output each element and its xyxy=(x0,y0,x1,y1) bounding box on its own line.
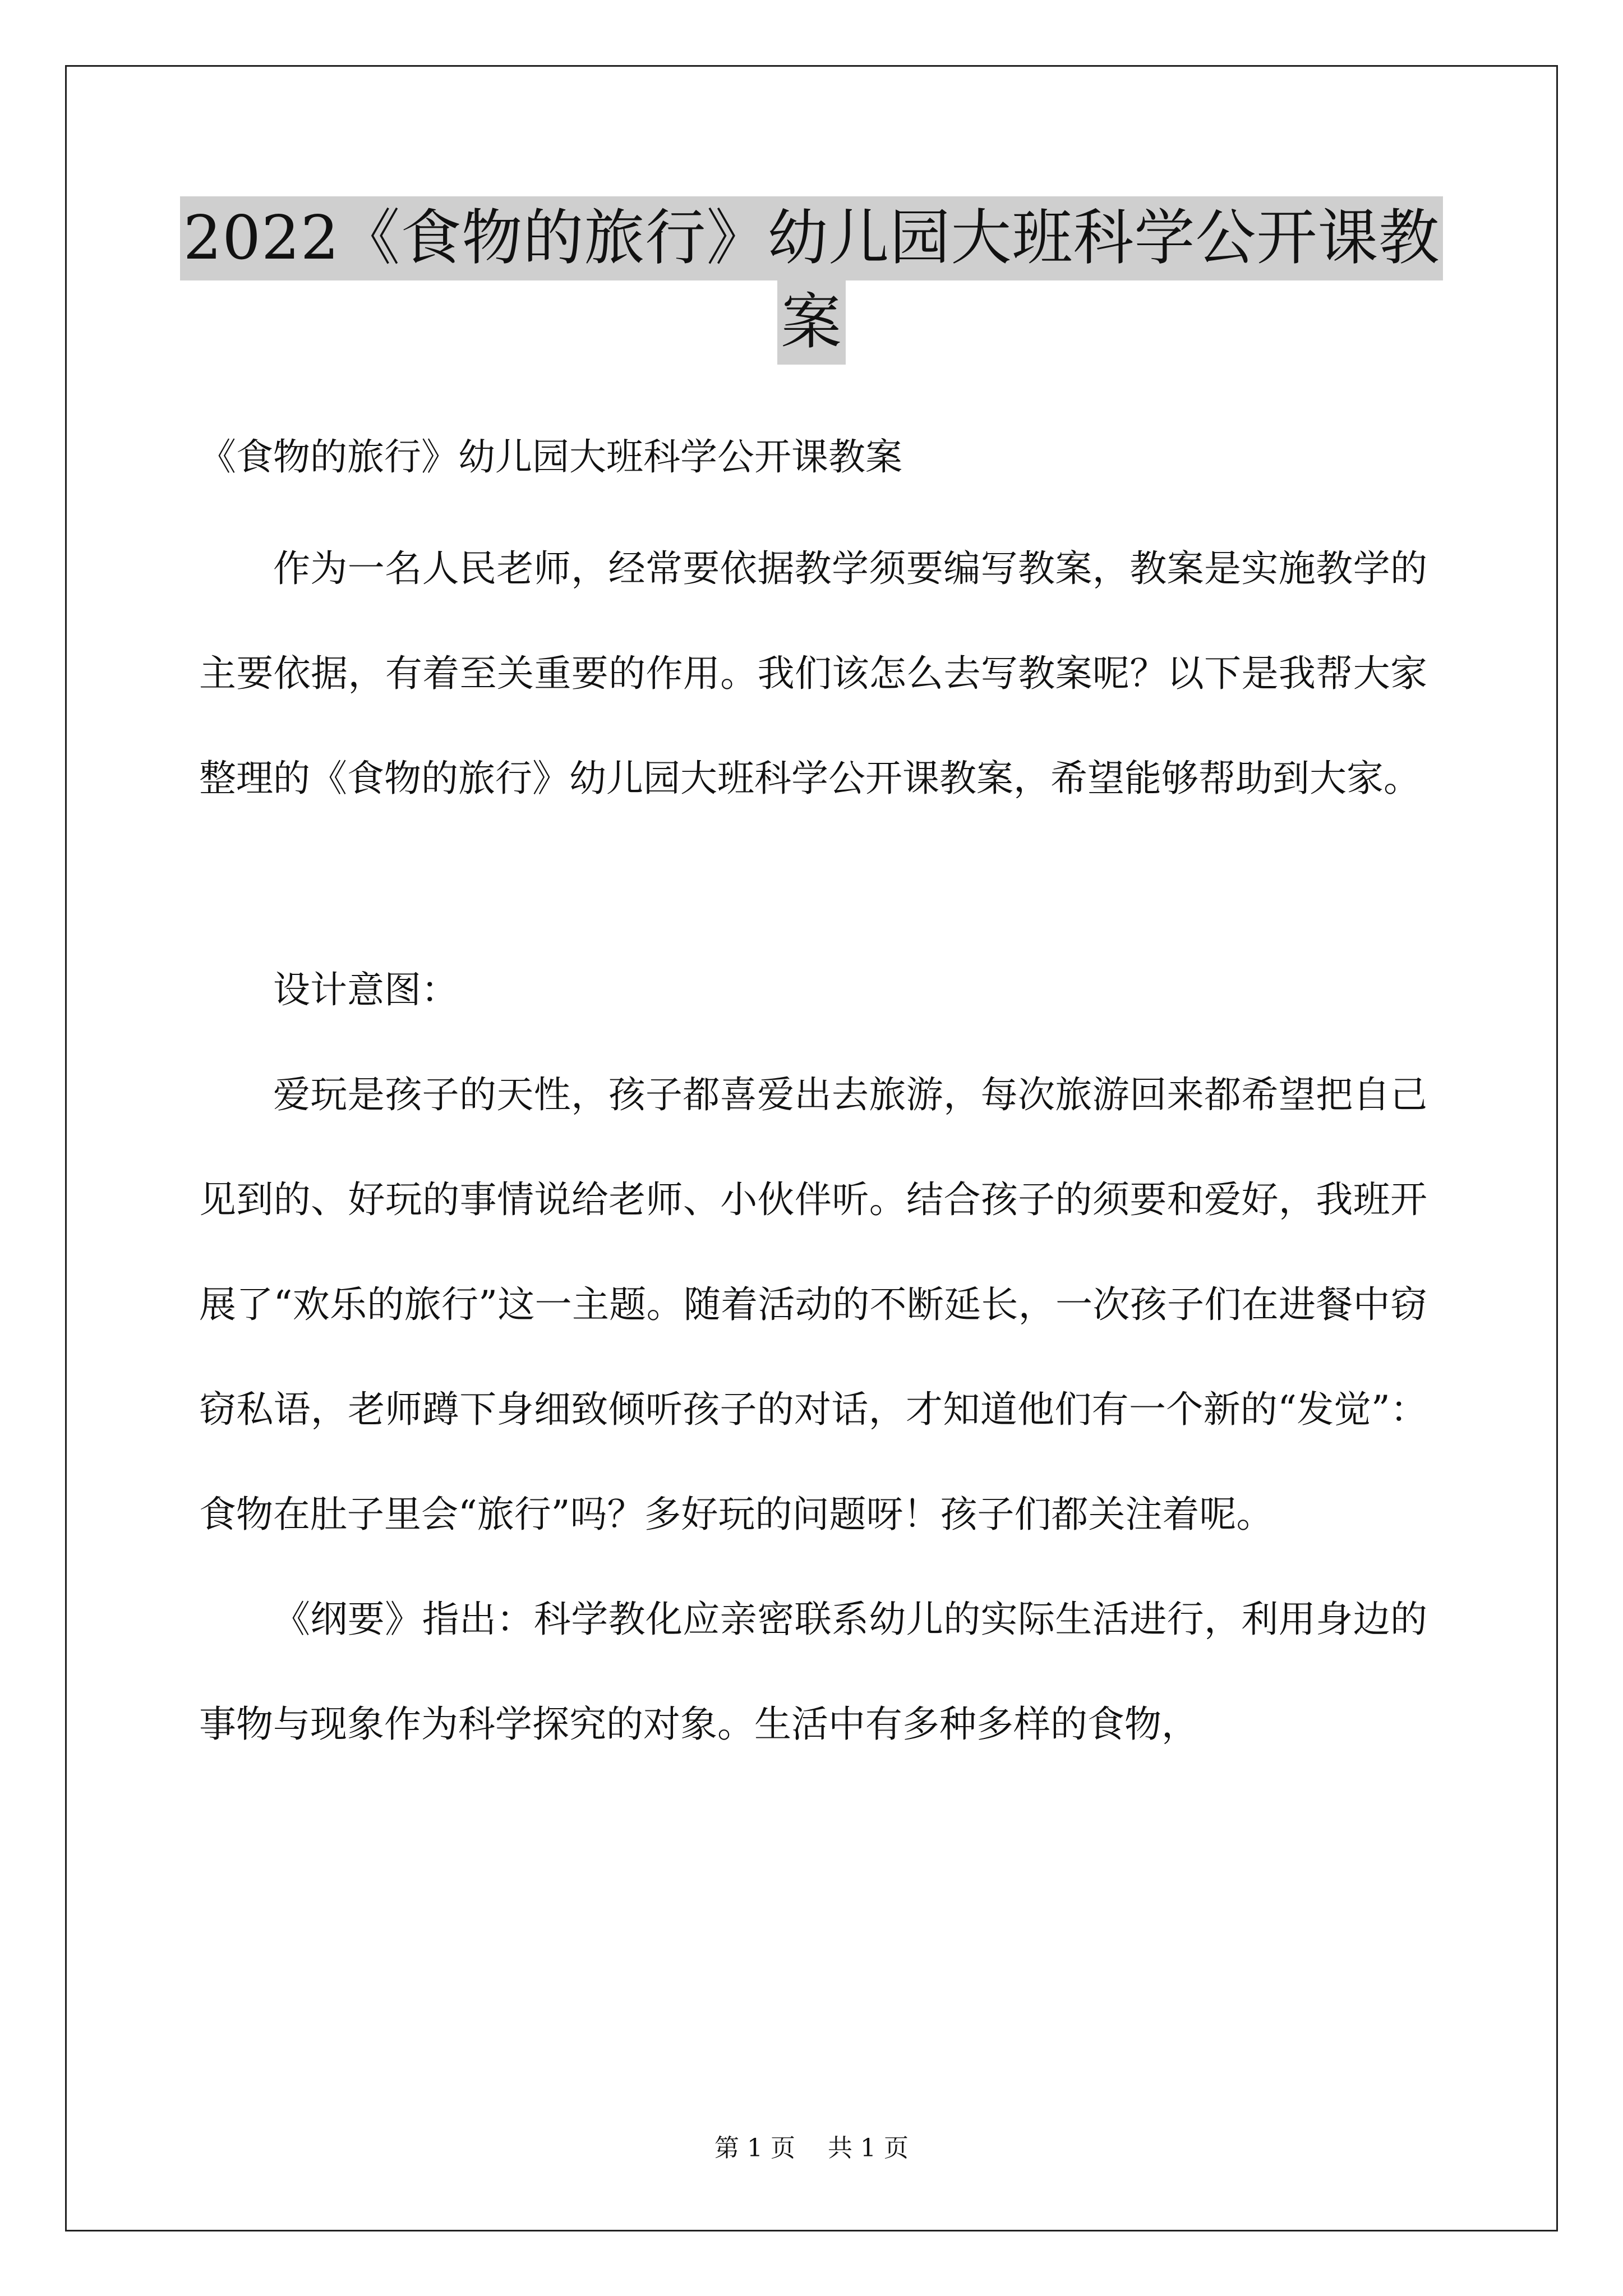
section-paragraph-1: 爱玩是孩子的天性，孩子都喜爱出去旅游，每次旅游回来都希望把自己见到的、好玩的事情说给老师、小伙伴听。结合孩子的须要和爱好，我班开展了“欢乐的旅行”这一主题。随着活动的不断延长，一次孩子们在进餐中窃窃私语，老师蹲下身细致倾听孩子的对话，才知道他们有一个新的“发觉”：食物在肚子里会“旅行”吗？多好玩的问题呀！孩子们都关注着呢。 xyxy=(199,1073,1427,1536)
page-footer: 第 1 页 共 1 页 xyxy=(714,2134,909,2162)
document-title xyxy=(65,196,1558,365)
section-spacer xyxy=(199,831,1427,937)
section-heading: 设计意图： xyxy=(273,968,458,1011)
title-line-1: 2022《食物的旅行》幼儿园大班科学公开课教 xyxy=(180,196,1444,280)
document-subtitle: 《食物的旅行》幼儿园大班科学公开课教案 xyxy=(199,435,902,478)
document-body xyxy=(199,426,1427,1777)
title-line-2: 案 xyxy=(777,280,845,365)
section-paragraph-2: 《纲要》指出：科学教化应亲密联系幼儿的实际生活进行，利用身边的事物与现象作为科学探究的对象。生活中有多种多样的食物， xyxy=(199,1598,1427,1746)
intro-paragraph: 作为一名人民老师，经常要依据教学须要编写教案，教案是实施教学的主要依据，有着至关重要的作用。我们该怎么去写教案呢？以下是我帮大家整理的《食物的旅行》幼儿园大班科学公开课教案，希望能够帮助到大家。 xyxy=(199,547,1427,800)
